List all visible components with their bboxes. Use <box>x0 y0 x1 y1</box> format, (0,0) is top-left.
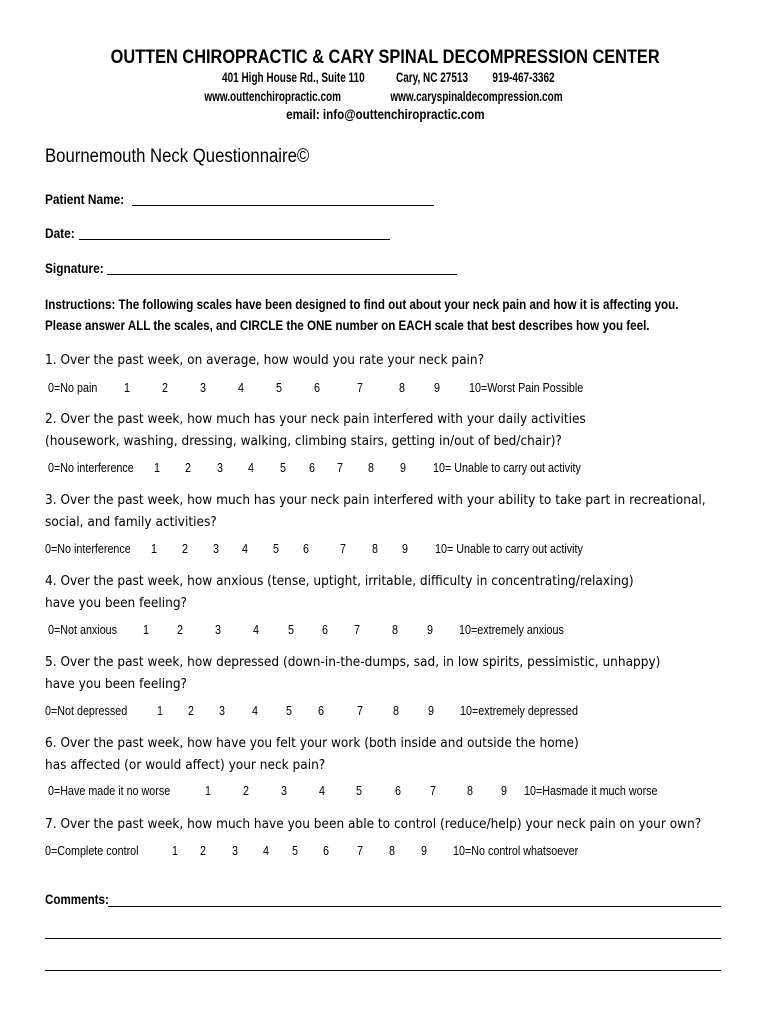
question-2-rating-scale <box>0 461 770 477</box>
question-7-scale-option-2[interactable]: 2 <box>200 844 206 858</box>
clinic-street-address: 401 High House Rd., Suite 110 <box>221 70 365 85</box>
comments-label: Comments: <box>45 892 109 907</box>
question-2-scale-option-9[interactable]: 9 <box>400 461 406 475</box>
question-4-scale-option-5[interactable]: 5 <box>288 623 294 637</box>
question-6-scale-option-8[interactable]: 8 <box>467 784 473 798</box>
question-6-scale-option-0[interactable]: 0=Have made it no worse <box>48 784 171 798</box>
question-2-scale-option-6[interactable]: 6 <box>309 461 315 475</box>
question-3-scale-option-0[interactable]: 0=No interference <box>45 542 131 556</box>
question-5-scale-option-6[interactable]: 6 <box>318 704 324 718</box>
question-3-scale-option-2[interactable]: 2 <box>182 542 188 556</box>
clinic-website-link[interactable]: www.outtenchiropractic.com <box>204 89 342 104</box>
question-5-text-line-2: have you been feeling? <box>45 677 187 692</box>
question-2-scale-option-8[interactable]: 8 <box>368 461 374 475</box>
question-4-text-line-1: 4. Over the past week, how anxious (tense, uptight, irritable, difficulty in concentrating/relaxing) <box>45 574 634 589</box>
question-5-scale-option-2[interactable]: 2 <box>188 704 194 718</box>
question-1-scale-option-2[interactable]: 2 <box>162 381 168 395</box>
signature-field[interactable] <box>107 274 457 275</box>
clinic-email: email: info@outtenchiropractic.com <box>285 107 485 122</box>
question-7-scale-option-9[interactable]: 9 <box>421 844 427 858</box>
question-1-scale-option-9[interactable]: 9 <box>434 381 440 395</box>
question-3-scale-option-1[interactable]: 1 <box>151 542 157 556</box>
question-2-text-line-1: 2. Over the past week, how much has your neck pain interfered with your daily activities <box>45 412 586 427</box>
decompression-website-link[interactable]: www.caryspinaldecompression.com <box>390 89 563 104</box>
question-2-scale-option-0[interactable]: 0=No interference <box>48 461 134 475</box>
question-6-scale-option-4[interactable]: 4 <box>319 784 325 798</box>
question-6-scale-option-5[interactable]: 5 <box>356 784 362 798</box>
question-1-scale-option-4[interactable]: 4 <box>238 381 244 395</box>
question-1-scale-option-3[interactable]: 3 <box>200 381 206 395</box>
question-4-scale-option-2[interactable]: 2 <box>177 623 183 637</box>
question-7-scale-option-10[interactable]: 10=No control whatsoever <box>453 844 579 858</box>
question-5-rating-scale <box>0 704 770 720</box>
question-1-scale-option-7[interactable]: 7 <box>357 381 363 395</box>
instructions-line-1: Instructions: The following scales have been designed to find out about your neck pain and how it is affecting you. <box>45 297 679 312</box>
question-3-text-line-1: 3. Over the past week, how much has your neck pain interfered with your ability to take part in recreational, <box>45 493 706 508</box>
question-3-rating-scale <box>0 542 770 558</box>
question-7-scale-option-7[interactable]: 7 <box>357 844 363 858</box>
question-7-rating-scale <box>0 844 770 860</box>
question-5-text-line-1: 5. Over the past week, how depressed (down-in-the-dumps, sad, in low spirits, pessimistic, unhappy) <box>45 655 661 670</box>
question-6-text-line-1: 6. Over the past week, how have you felt your work (both inside and outside the home) <box>45 736 579 751</box>
question-1-scale-option-5[interactable]: 5 <box>276 381 282 395</box>
question-2-scale-option-5[interactable]: 5 <box>280 461 286 475</box>
clinic-phone: 919-467-3362 <box>492 70 555 85</box>
question-7-scale-option-6[interactable]: 6 <box>323 844 329 858</box>
question-6-scale-option-10[interactable]: 10=Hasmade it much worse <box>524 784 658 798</box>
date-field[interactable] <box>79 239 390 240</box>
question-4-scale-option-1[interactable]: 1 <box>143 623 149 637</box>
question-7-scale-option-4[interactable]: 4 <box>263 844 269 858</box>
question-1-rating-scale <box>0 381 770 397</box>
question-5-scale-option-5[interactable]: 5 <box>286 704 292 718</box>
clinic-address-line <box>0 70 770 85</box>
question-5-scale-option-10[interactable]: 10=extremely depressed <box>460 704 579 718</box>
question-3-scale-option-3[interactable]: 3 <box>213 542 219 556</box>
question-4-scale-option-8[interactable]: 8 <box>392 623 398 637</box>
question-2-scale-option-3[interactable]: 3 <box>217 461 223 475</box>
question-3-scale-option-8[interactable]: 8 <box>372 542 378 556</box>
question-1-scale-option-6[interactable]: 6 <box>314 381 320 395</box>
patient-name-label: Patient Name: <box>45 192 125 207</box>
question-1-text-line-1: 1. Over the past week, on average, how would you rate your neck pain? <box>45 353 485 368</box>
question-6-text-line-2: has affected (or would affect) your neck pain? <box>45 758 326 773</box>
question-2-text-line-2: (housework, washing, dressing, walking, climbing stairs, getting in/out of bed/chair)? <box>45 434 562 449</box>
question-3-scale-option-10[interactable]: 10= Unable to carry out activity <box>435 542 583 556</box>
question-1-scale-option-1[interactable]: 1 <box>124 381 130 395</box>
question-6-scale-option-1[interactable]: 1 <box>205 784 211 798</box>
question-1-scale-option-8[interactable]: 8 <box>399 381 405 395</box>
question-5-scale-option-8[interactable]: 8 <box>393 704 399 718</box>
question-4-scale-option-0[interactable]: 0=Not anxious <box>48 623 118 637</box>
comments-line-2[interactable] <box>45 938 721 939</box>
date-label: Date: <box>45 226 75 241</box>
question-4-scale-option-4[interactable]: 4 <box>253 623 259 637</box>
question-2-scale-option-2[interactable]: 2 <box>185 461 191 475</box>
question-1-scale-option-10[interactable]: 10=Worst Pain Possible <box>469 381 584 395</box>
question-5-scale-option-3[interactable]: 3 <box>219 704 225 718</box>
patient-name-field[interactable] <box>132 205 434 206</box>
signature-label: Signature: <box>45 261 104 276</box>
question-4-scale-option-10[interactable]: 10=extremely anxious <box>459 623 564 637</box>
question-6-scale-option-6[interactable]: 6 <box>395 784 401 798</box>
question-4-text-line-2: have you been feeling? <box>45 596 187 611</box>
clinic-title: OUTTEN CHIROPRACTIC & CARY SPINAL DECOMPRESSION CENTER <box>110 47 660 68</box>
question-3-text-line-2: social, and family activities? <box>45 515 217 530</box>
question-6-scale-option-7[interactable]: 7 <box>430 784 436 798</box>
question-7-scale-option-0[interactable]: 0=Complete control <box>45 844 139 858</box>
question-5-scale-option-7[interactable]: 7 <box>357 704 363 718</box>
question-7-text-line-1: 7. Over the past week, how much have you been able to control (reduce/help) your neck pain on your own? <box>45 817 702 832</box>
question-4-scale-option-9[interactable]: 9 <box>427 623 433 637</box>
question-2-scale-option-7[interactable]: 7 <box>337 461 343 475</box>
question-7-scale-option-3[interactable]: 3 <box>232 844 238 858</box>
question-5-scale-option-0[interactable]: 0=Not depressed <box>45 704 128 718</box>
question-4-rating-scale <box>0 623 770 639</box>
form-title: Bournemouth Neck Questionnaire© <box>45 146 310 167</box>
question-3-scale-option-5[interactable]: 5 <box>273 542 279 556</box>
question-2-scale-option-10[interactable]: 10= Unable to carry out activity <box>433 461 581 475</box>
question-4-scale-option-7[interactable]: 7 <box>354 623 360 637</box>
question-3-scale-option-6[interactable]: 6 <box>303 542 309 556</box>
question-7-scale-option-5[interactable]: 5 <box>292 844 298 858</box>
question-6-scale-option-3[interactable]: 3 <box>281 784 287 798</box>
question-1-scale-option-0[interactable]: 0=No pain <box>48 381 98 395</box>
question-5-scale-option-4[interactable]: 4 <box>252 704 258 718</box>
question-6-scale-option-2[interactable]: 2 <box>243 784 249 798</box>
clinic-websites-line <box>0 89 770 104</box>
question-6-rating-scale <box>0 784 770 800</box>
question-3-scale-option-4[interactable]: 4 <box>242 542 248 556</box>
comments-line-1[interactable] <box>108 906 721 907</box>
instructions-line-2: Please answer ALL the scales, and CIRCLE the ONE number on EACH scale that best describes how you feel. <box>45 318 650 333</box>
comments-line-3[interactable] <box>45 970 721 971</box>
question-5-scale-option-1[interactable]: 1 <box>157 704 163 718</box>
clinic-city: Cary, NC 27513 <box>395 70 468 85</box>
question-7-scale-option-1[interactable]: 1 <box>172 844 178 858</box>
question-6-scale-option-9[interactable]: 9 <box>501 784 507 798</box>
question-7-scale-option-8[interactable]: 8 <box>389 844 395 858</box>
question-3-scale-option-9[interactable]: 9 <box>402 542 408 556</box>
question-4-scale-option-3[interactable]: 3 <box>215 623 221 637</box>
question-2-scale-option-4[interactable]: 4 <box>248 461 254 475</box>
question-4-scale-option-6[interactable]: 6 <box>322 623 328 637</box>
question-5-scale-option-9[interactable]: 9 <box>428 704 434 718</box>
question-3-scale-option-7[interactable]: 7 <box>340 542 346 556</box>
question-2-scale-option-1[interactable]: 1 <box>154 461 160 475</box>
